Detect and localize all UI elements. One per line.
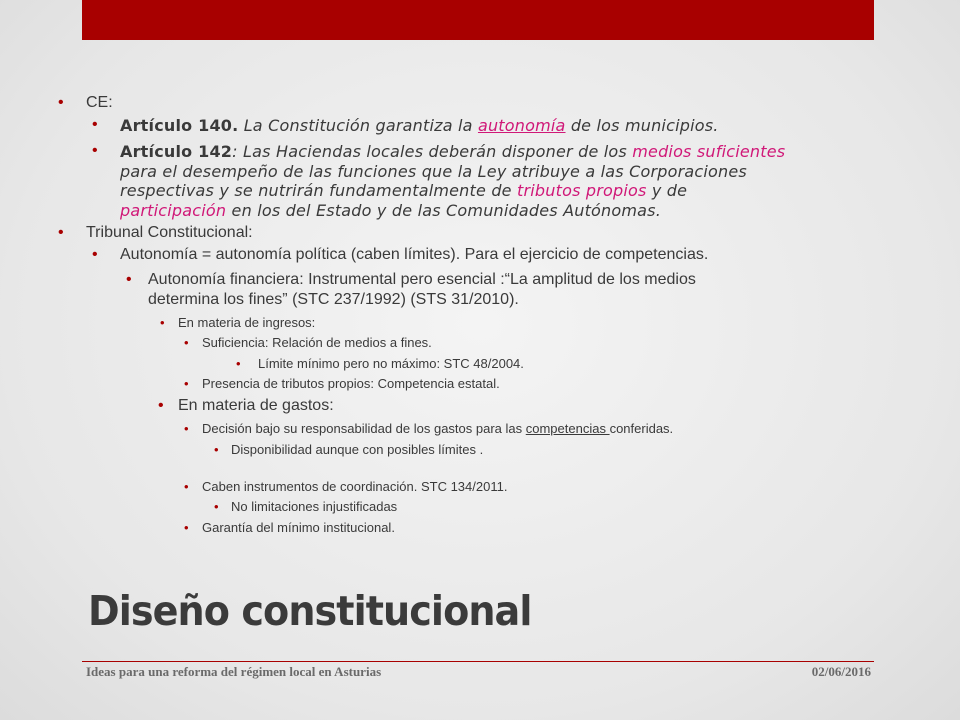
art142-line1-text: : Las Haciendas locales deberán disponer de los <box>232 142 633 161</box>
participacion: participación <box>120 201 227 220</box>
garantia-text: Garantía del mínimo institucional. <box>202 520 395 535</box>
footer-date: 02/06/2016 <box>811 664 871 679</box>
footer-divider <box>82 661 874 662</box>
autonomia-link[interactable]: autonomía <box>477 116 566 135</box>
art140-label: Artículo 140. <box>120 116 239 135</box>
ingresos-text: En materia de ingresos: <box>178 315 316 330</box>
art142-line3 <box>120 181 687 200</box>
financiera-line2: determina los fines” (STC 237/1992) (STS 31/2010). <box>148 291 519 308</box>
bullet: • <box>214 442 219 457</box>
bullet: • <box>158 397 164 414</box>
slide-title: Diseño constitucional <box>88 587 532 635</box>
bullet: • <box>92 142 98 159</box>
bullet: • <box>184 520 189 535</box>
no-limitaciones-text: No limitaciones injustificadas <box>231 499 398 514</box>
art140-text-a: La Constitución garantiza la <box>238 116 478 135</box>
bullet: • <box>184 376 189 391</box>
decision-text-b: conferidas. <box>609 421 674 436</box>
bullet: • <box>184 479 189 494</box>
bullet: • <box>92 116 98 133</box>
art142-line1 <box>120 142 785 161</box>
caben-text: Caben instrumentos de coordinación. STC 134/2011. <box>202 479 508 494</box>
bullet: • <box>58 224 64 241</box>
suficiencia-text: Suficiencia: Relación de medios a fines. <box>202 335 432 350</box>
art142-line4-text: en los del Estado y de las Comunidades Autónomas. <box>226 201 661 220</box>
tc-label: Tribunal Constitucional: <box>86 224 253 241</box>
autonomia-text: Autonomía = autonomía política (caben límites). Para el ejercicio de competencias. <box>120 246 709 263</box>
medios-suficientes: medios suficientes <box>632 142 786 161</box>
bullet: • <box>184 421 189 436</box>
bullet: • <box>184 335 189 350</box>
bullet: • <box>160 315 165 330</box>
tributos-propios: tributos propios <box>517 181 647 200</box>
competencias-link[interactable]: competencias <box>525 421 610 436</box>
gastos-text: En materia de gastos: <box>178 397 334 414</box>
decision-text <box>202 421 673 436</box>
decision-text-a: Decisión bajo su responsabilidad de los gastos para las <box>202 421 526 436</box>
financiera-line1: Autonomía financiera: Instrumental pero esencial :“La amplitud de los medios <box>148 271 696 288</box>
art142-line4 <box>120 201 661 220</box>
bullet: • <box>214 499 219 514</box>
art140-text-b: de los municipios. <box>565 116 719 135</box>
art142-line3-text: respectivas y se nutrirán fundamentalmente de <box>120 181 518 200</box>
bullet: • <box>126 271 132 288</box>
art142-line2: para el desempeño de las funciones que la Ley atribuye a las Corporaciones <box>120 162 747 181</box>
footer-text: Ideas para una reforma del régimen local en Asturias <box>86 664 382 679</box>
limite-text: Límite mínimo pero no máximo: STC 48/2004. <box>258 356 524 371</box>
art142-label: Artículo 142 <box>120 142 233 161</box>
bullet: • <box>92 246 98 263</box>
art142-line3-end: y de <box>646 181 688 200</box>
bullet: • <box>58 94 64 111</box>
ce-label: CE: <box>86 94 113 111</box>
art140-text <box>120 116 719 135</box>
disponibilidad-text: Disponibilidad aunque con posibles límites . <box>231 442 484 457</box>
bullet: • <box>236 356 241 371</box>
presencia-text: Presencia de tributos propios: Competencia estatal. <box>202 376 500 391</box>
